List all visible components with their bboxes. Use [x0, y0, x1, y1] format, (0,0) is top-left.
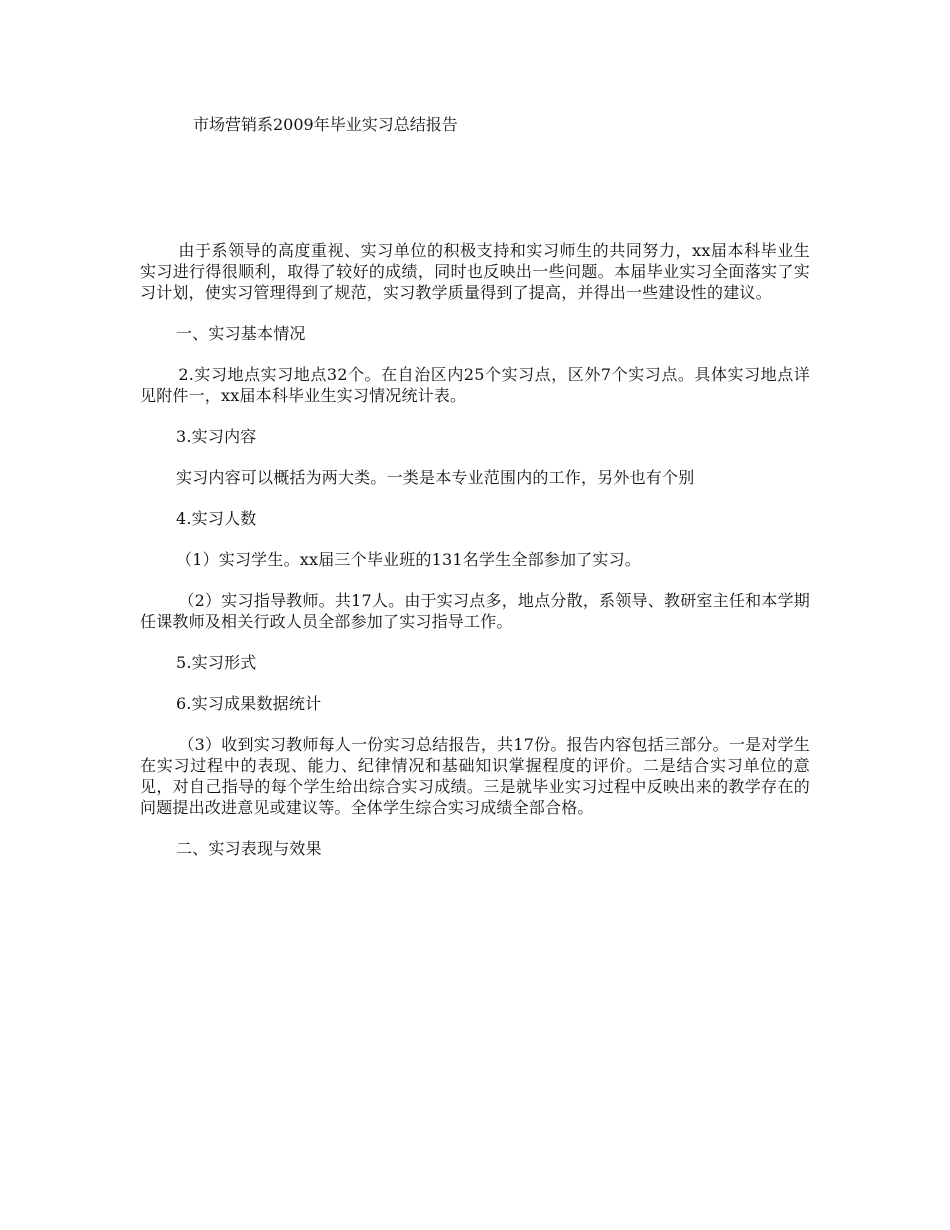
paragraph-instructors: （2）实习指导教师。共17人。由于实习点多，地点分散，系领导、教研室主任和本学期任课教师及相关行政人员全部参加了实习指导工作。	[140, 591, 810, 631]
subheading-internship-format: 5.实习形式	[176, 653, 257, 672]
paragraph-internship-content: 实习内容可以概括为两大类。一类是本专业范围内的工作，另外也有个别	[176, 468, 695, 487]
section-heading-performance: 二、实习表现与效果	[176, 839, 322, 858]
section-heading-basic-info: 一、实习基本情况	[176, 324, 306, 343]
paragraph-internship-locations: 2.实习地点实习地点32个。在自治区内25个实习点，区外7个实习点。具体实习地点详见附件一，xx届本科毕业生实习情况统计表。	[140, 365, 810, 405]
paragraph-summary-reports: （3）收到实习教师每人一份实习总结报告，共17份。报告内容包括三部分。一是对学生在实习过程中的表现、能力、纪律情况和基础知识掌握程度的评价。二是结合实习单位的意见，对自己指导的每个学生给出综合实习成绩。三是就毕业实习过程中反映出来的教学存在的问题提出改进意见或建议等。全体学生综合实习成绩全部合格。	[140, 735, 810, 817]
paragraph-intro: 由于系领导的高度重视、实习单位的积极支持和实习师生的共同努力，xx届本科毕业生实习进行得很顺利，取得了较好的成绩，同时也反映出一些问题。本届毕业实习全面落实了实习计划，使实习管理得到了规范，实习教学质量得到了提高，并得出一些建设性的建议。	[140, 241, 810, 302]
subheading-results-statistics: 6.实习成果数据统计	[176, 694, 322, 713]
subheading-internship-content: 3.实习内容	[176, 427, 257, 446]
paragraph-students: （1）实习学生。xx届三个毕业班的131名学生全部参加了实习。	[176, 550, 641, 569]
document-title: 市场营销系2009年毕业实习总结报告	[193, 115, 458, 134]
document-body	[140, 240, 810, 879]
subheading-internship-headcount: 4.实习人数	[176, 509, 257, 528]
